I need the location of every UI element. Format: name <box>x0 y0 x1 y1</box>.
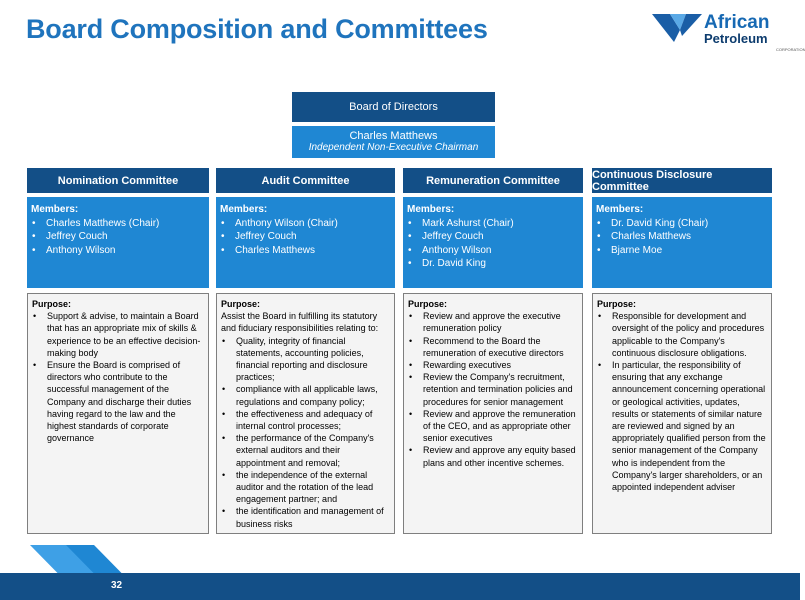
members-box-nomination <box>27 197 209 288</box>
page-number: 32 <box>111 580 123 591</box>
chairman-name: Charles Matthews <box>349 130 438 142</box>
purpose-list <box>597 310 767 493</box>
purpose-box-continuous-disclosure <box>592 293 772 534</box>
chairman-box <box>292 126 495 158</box>
purpose-item: • Recommend to the Board the remuneration of executive directors <box>408 335 578 359</box>
purpose-item: • In particular, the responsibility of ensuring that any exchange announcement concerning operational or geological activities, updates, results or statements of similar nature are reviewed and signed by an appropriately qualified person from the senior management of the Company who is independent from the Company's larger shareholders, or an appointed independent adviser <box>597 359 767 493</box>
purpose-box-nomination <box>27 293 209 534</box>
members-list <box>31 217 205 258</box>
committee-heading-nomination: Nomination Committee <box>27 168 209 193</box>
purpose-box-audit <box>216 293 395 534</box>
purpose-item: • Support & advise, to maintain a Board that has an appropriate mix of skills & experience to be an effective decision-making body <box>32 310 204 359</box>
member-item: • Jeffrey Couch <box>220 230 391 244</box>
members-label: Members: <box>220 204 268 215</box>
members-box-continuous-disclosure <box>592 197 772 288</box>
logo-mark-icon <box>652 12 702 46</box>
purpose-item: • compliance with all applicable laws, regulations and company policy; <box>221 383 390 407</box>
member-item: • Anthony Wilson (Chair) <box>220 217 391 231</box>
members-box-remuneration <box>403 197 583 288</box>
purpose-item: • Ensure the Board is comprised of directors who contribute to the successful management of the Company and discharge their duties having regard to the law and the highest standards of corporate governance <box>32 359 204 444</box>
company-logo <box>652 10 805 52</box>
committee-heading-audit: Audit Committee <box>216 168 395 193</box>
members-list <box>596 217 768 258</box>
member-item: • Charles Matthews (Chair) <box>31 217 205 231</box>
logo-text-african: African <box>704 12 770 33</box>
members-label: Members: <box>407 204 455 215</box>
member-item: • Mark Ashurst (Chair) <box>407 217 579 231</box>
purpose-label: Purpose: <box>221 299 261 309</box>
purpose-list <box>221 335 390 530</box>
purpose-item: • Review and approve the executive remuneration policy <box>408 310 578 334</box>
members-label: Members: <box>31 204 79 215</box>
purpose-item: • Rewarding executives <box>408 359 578 371</box>
member-item: • Jeffrey Couch <box>31 230 205 244</box>
purpose-item: • the performance of the Company's external auditors and their appointment and removal; <box>221 432 390 469</box>
logo-text-petroleum: Petroleum <box>704 31 768 46</box>
purpose-item: • the identification and management of business risks <box>221 505 390 529</box>
member-item: • Anthony Wilson <box>31 244 205 258</box>
purpose-label: Purpose: <box>32 299 72 309</box>
member-item: • Charles Matthews <box>596 230 768 244</box>
committee-heading-remuneration: Remuneration Committee <box>403 168 583 193</box>
members-list <box>220 217 391 258</box>
members-list <box>407 217 579 271</box>
purpose-list <box>32 310 204 444</box>
member-item: • Dr. David King (Chair) <box>596 217 768 231</box>
member-item: • Dr. David King <box>407 257 579 271</box>
page-title: Board Composition and Committees <box>26 14 488 44</box>
purpose-item: • Review the Company's recruitment, retention and termination policies and procedures for senior management <box>408 371 578 408</box>
purpose-item: • Review and approve any equity based plans and other incentive schemes. <box>408 444 578 468</box>
board-of-directors-heading: Board of Directors <box>292 92 495 122</box>
member-item: • Bjarne Moe <box>596 244 768 258</box>
member-item: • Jeffrey Couch <box>407 230 579 244</box>
members-box-audit <box>216 197 395 288</box>
purpose-item: • the independence of the external auditor and the rotation of the lead engagement partner; and <box>221 469 390 506</box>
logo-text-corporation: CORPORATION <box>776 47 805 52</box>
purpose-item: • Review and approve the remuneration of the CEO, and as appropriate other senior executives <box>408 408 578 445</box>
chairman-role: Independent Non-Executive Chairman <box>308 142 479 153</box>
purpose-list <box>408 310 578 469</box>
purpose-item: • Responsible for development and oversight of the policy and procedures applicable to the Company's continuous disclosure obligations. <box>597 310 767 359</box>
member-item: • Charles Matthews <box>220 244 391 258</box>
members-label: Members: <box>596 204 644 215</box>
committee-heading-continuous-disclosure: Continuous Disclosure Committee <box>592 168 772 193</box>
purpose-item: • Quality, integrity of financial statements, accounting policies, financial reporting and disclosure practices; <box>221 335 390 384</box>
purpose-intro: Assist the Board in fulfilling its statutory and fiduciary responsibilities relating to: <box>221 311 379 334</box>
purpose-box-remuneration <box>403 293 583 534</box>
purpose-label: Purpose: <box>597 299 637 309</box>
purpose-item: • the effectiveness and adequacy of internal control processes; <box>221 408 390 432</box>
member-item: • Anthony Wilson <box>407 244 579 258</box>
purpose-label: Purpose: <box>408 299 448 309</box>
